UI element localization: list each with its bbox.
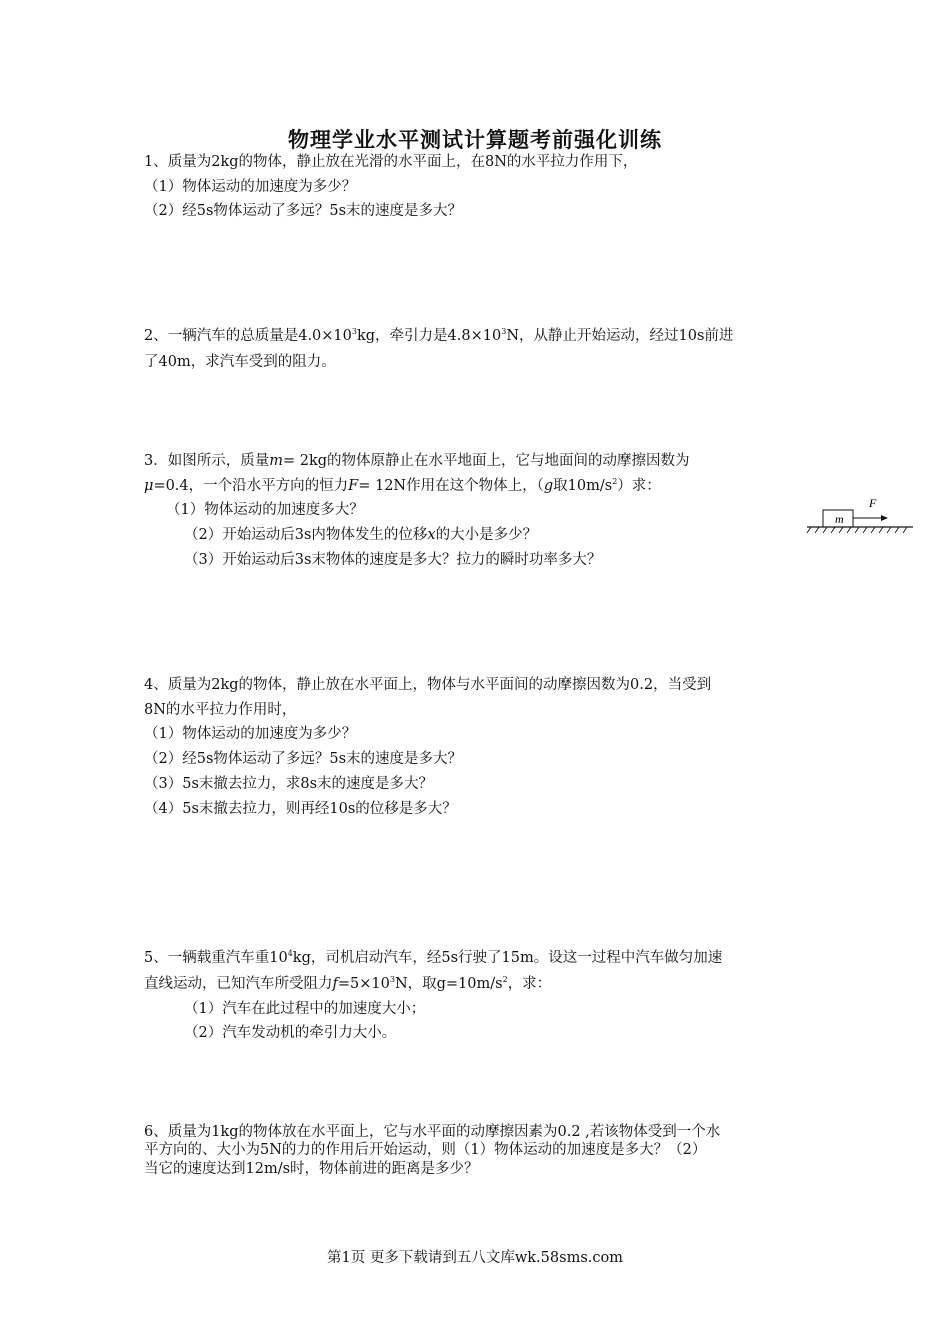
force-label: F	[869, 496, 877, 510]
q5-line1: 5、一辆载重汽车重$10^4kg$，司机启动汽车，经5s行驶了15m。设这一过程中汽车做匀加速	[144, 949, 723, 966]
q1-part1: （1）物体运动的加速度为多少？	[144, 179, 357, 195]
q5-part2: （2）汽车发动机的牵引力大小。	[184, 1025, 397, 1041]
q3-part3: （3）开始运动后3s末物体的速度是多大？拉力的瞬时功率多大？	[184, 552, 602, 568]
q4-part4: （4）5s末撤去拉力，则再经10s的位移是多大？	[144, 801, 457, 817]
ground-hatching	[807, 527, 907, 533]
q6-line3: 当它的速度达到12m/s时，物体前进的距离是多少？	[144, 1161, 479, 1177]
q3-line2: μ=0.4，一个沿水平方向的恒力F= 12N作用在这个物体上，（g取$10m/s^2$）求：	[144, 477, 661, 494]
q4-line1: 4、质量为2kg的物体，静止放在水平面上，物体与水平面间的动摩擦因数为0.2，当受到	[144, 677, 712, 693]
q3-part1: （1）物体运动的加速度多大？	[166, 502, 364, 518]
force-arrowhead	[881, 515, 888, 521]
block-on-ground-figure	[805, 494, 915, 539]
q3-line1: 3．如图所示，质量m= 2kg的物体原静止在水平地面上，它与地面间的动摩擦因数为	[144, 453, 690, 469]
q4-part2: （2）经5s物体运动了多远？5s末的速度是多大？	[144, 751, 463, 767]
q4-line2: 8N的水平拉力作用时，	[144, 702, 297, 718]
q5-line2: 直线运动，已知汽车所受阻力$f=5\times 10^3N$，取$g=10m/s^2$，求：	[144, 975, 552, 992]
page-footer: 第1页 更多下载请到五八文库wk.58sms.com	[327, 1250, 623, 1266]
q5-part1: （1）汽车在此过程中的加速度大小；	[184, 1001, 426, 1017]
q4-part3: （3）5s末撤去拉力，求8s末的速度是多大？	[144, 776, 434, 792]
q4-part1: （1）物体运动的加速度为多少？	[144, 726, 357, 742]
mass-label: m	[835, 512, 844, 526]
q2-line1: 2、一辆汽车的总质量是$4.0\times 10^3kg$，牵引力是$4.8\times 10^3N$，从静止开始运动，经过10s前进	[144, 327, 734, 344]
q6-line1: 6、质量为1kg的物体放在水平面上，它与水平面的动摩擦因素为0.2 ,若该物体受到一个水	[144, 1124, 721, 1140]
q1-part2: （2）经5s物体运动了多远？5s末的速度是多大？	[144, 203, 463, 219]
q3-part2: （2）开始运动后3s内物体发生的位移x的大小是多少？	[184, 527, 538, 543]
page-title: 物理学业水平测试计算题考前强化训练	[288, 127, 662, 152]
q1-stem: 1、质量为2kg的物体，静止放在光滑的水平面上，在8N的水平拉力作用下，	[144, 154, 638, 170]
q2-line2: 了40m，求汽车受到的阻力。	[144, 354, 336, 370]
q6-line2: 平方向的、大小为5N的力的作用后开始运动，则（1）物体运动的加速度是多大？（2）	[144, 1142, 707, 1158]
